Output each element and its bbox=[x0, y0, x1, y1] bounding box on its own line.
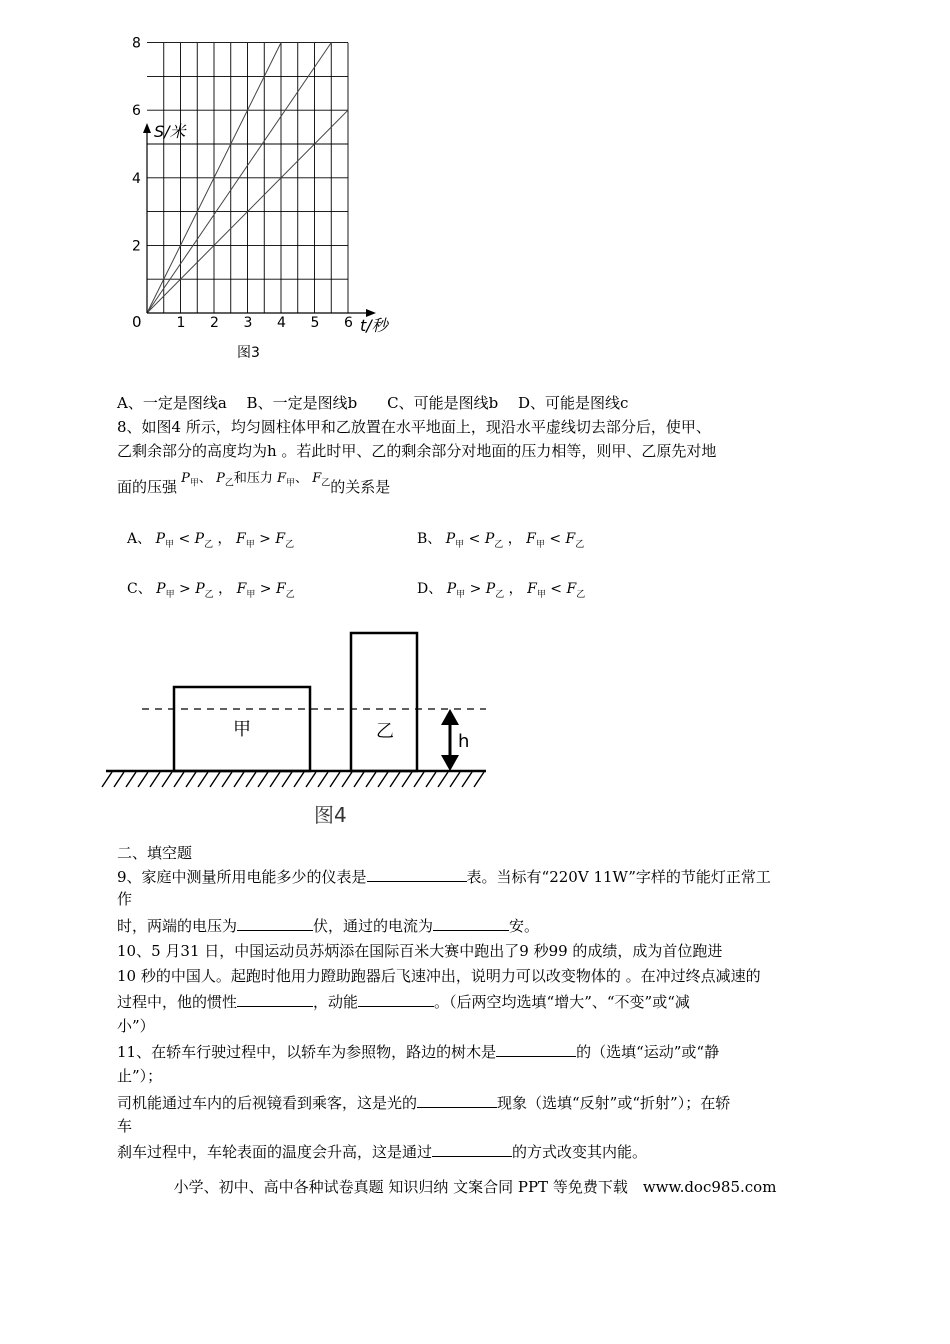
q8-option-a[interactable]: A、 $P_甲 < P_乙$ ， $F_甲 > F_乙$ bbox=[127, 531, 295, 550]
block-jia-label: 甲 bbox=[233, 719, 251, 740]
y-tick-label: 8 bbox=[132, 35, 141, 52]
hatch-mark bbox=[318, 772, 328, 787]
y-axis-arrow bbox=[143, 123, 151, 133]
q11-line1: 11、在轿车行驶过程中，以轿车为参照物，路边的树木是 的（选填“运动”或“静 bbox=[117, 1040, 719, 1063]
origin-label: 0 bbox=[132, 313, 142, 331]
block-yi-label: 乙 bbox=[376, 721, 394, 742]
q11-line5: 刹车过程中，车轮表面的温度会升高，这是通过 的方式改变其内能。 bbox=[117, 1140, 647, 1163]
q10-line4: 小”） bbox=[117, 1017, 155, 1035]
y-tick-label: 2 bbox=[132, 238, 141, 255]
hatch-mark bbox=[138, 772, 148, 787]
x-axis-label: t/秒 bbox=[360, 316, 388, 335]
page-footer: 小学、初中、高中各种试卷真题 知识归纳 文案合同 PPT 等免费下载 www.doc985.com bbox=[173, 1178, 777, 1196]
hatch-mark bbox=[186, 772, 196, 787]
q9-blank3[interactable] bbox=[433, 914, 509, 931]
hatch-mark bbox=[162, 772, 172, 787]
x-tick-label: 5 bbox=[310, 315, 320, 331]
hatch-mark bbox=[414, 772, 424, 787]
q10-blank2[interactable] bbox=[358, 990, 434, 1007]
q11-blank1[interactable] bbox=[496, 1040, 576, 1057]
hatch-mark bbox=[438, 772, 448, 787]
hatch-mark bbox=[426, 772, 436, 787]
q9-line1: 9、家庭中测量所用电能多少的仪表是 表。当标有“220V 11W”字样的节能灯正常工 bbox=[117, 865, 771, 888]
hatch-mark bbox=[474, 772, 484, 787]
chart-grid bbox=[147, 43, 348, 313]
hatch-mark bbox=[114, 772, 124, 787]
hatch-mark bbox=[198, 772, 208, 787]
figure3-chart bbox=[120, 35, 400, 365]
q11-line4: 车 bbox=[117, 1117, 133, 1135]
q11-line2: 止”）； bbox=[117, 1067, 163, 1085]
hatch-mark bbox=[210, 772, 220, 787]
hatch-mark bbox=[450, 772, 460, 787]
q10-line2: 10 秒的中国人。起跑时他用力蹬助跑器后飞速冲出，说明力可以改变物体的 。在冲过终点减速的 bbox=[117, 967, 761, 985]
block-yi bbox=[351, 633, 417, 771]
q8-option-b[interactable]: B、 $P_甲 < P_乙$ ， $F_甲 < F_乙$ bbox=[417, 531, 585, 550]
chart-axes bbox=[143, 123, 376, 317]
q9-blank1[interactable] bbox=[367, 865, 467, 882]
hatch-mark bbox=[390, 772, 400, 787]
hatch-mark bbox=[102, 772, 112, 787]
q8-option-c[interactable]: C、 $P_甲 > P_乙$ ， $F_甲 > F_乙$ bbox=[127, 581, 295, 600]
hatch-mark bbox=[342, 772, 352, 787]
hatch-mark bbox=[330, 772, 340, 787]
q8-option-d[interactable]: D、 $P_甲 > P_乙$ ， $F_甲 < F_乙$ bbox=[417, 581, 586, 600]
hatch-mark bbox=[378, 772, 388, 787]
x-tick-label: 2 bbox=[210, 315, 219, 331]
hatch-mark bbox=[258, 772, 268, 787]
y-tick-label: 4 bbox=[132, 170, 141, 187]
x-tick-label: 3 bbox=[243, 315, 253, 331]
hatch-mark bbox=[282, 772, 292, 787]
q11-blank2[interactable] bbox=[417, 1091, 497, 1108]
figure4-caption: 图4 bbox=[314, 803, 347, 827]
q8-line2: 乙剩余部分的高度均为h 。若此时甲、乙的剩余部分对地面的压力相等，则甲、乙原先对地 bbox=[117, 442, 717, 460]
hatch-mark bbox=[150, 772, 160, 787]
figure3-caption: 图3 bbox=[237, 345, 260, 361]
q9-line2: 作 bbox=[117, 890, 133, 908]
hatch-mark bbox=[402, 772, 412, 787]
q11-line3: 司机能通过车内的后视镜看到乘客，这是光的 现象（选填“反射”或“折射”）；在轿 bbox=[117, 1091, 730, 1114]
hatch-mark bbox=[294, 772, 304, 787]
hatch-mark bbox=[462, 772, 472, 787]
q7-options: A、一定是图线a B、一定是图线b C、可能是图线b D、可能是图线c bbox=[117, 394, 629, 412]
q8-line3: 面的压强 $P_甲$、 $P_乙$和压力 $F_甲$、 $F_乙$的关系是 bbox=[117, 471, 391, 496]
hatch-mark bbox=[174, 772, 184, 787]
x-tick-label: 6 bbox=[344, 315, 353, 331]
hatch-mark bbox=[354, 772, 364, 787]
height-arrow bbox=[441, 709, 459, 771]
q10-line3: 过程中，他的惯性 ，动能 。（后两空均选填“增大”、“不变”或“减 bbox=[117, 990, 690, 1013]
section2-title: 二、填空题 bbox=[117, 844, 193, 862]
q9-blank2[interactable] bbox=[237, 914, 313, 931]
ground-hatching bbox=[102, 772, 484, 787]
height-label: h bbox=[458, 731, 470, 752]
y-tick-label: 6 bbox=[132, 103, 141, 120]
q8-line1: 8、如图4 所示，均匀圆柱体甲和乙放置在水平地面上，现沿水平虚线切去部分后，使甲、 bbox=[117, 418, 711, 436]
hatch-mark bbox=[366, 772, 376, 787]
x-tick-label: 4 bbox=[277, 315, 286, 331]
y-axis-label: S/米 bbox=[154, 122, 186, 141]
hatch-mark bbox=[270, 772, 280, 787]
hatch-mark bbox=[306, 772, 316, 787]
hatch-mark bbox=[246, 772, 256, 787]
q9-line3: 时，两端的电压为 伏，通过的电流为 安。 bbox=[117, 914, 539, 937]
q10-line1: 10、5 月31 日，中国运动员苏炳添在国际百米大赛中跑出了9 秒99 的成绩，成为首位跑进 bbox=[117, 942, 723, 960]
figure4-diagram bbox=[100, 625, 500, 835]
q11-blank3[interactable] bbox=[432, 1140, 512, 1157]
hatch-mark bbox=[126, 772, 136, 787]
hatch-mark bbox=[222, 772, 232, 787]
q10-blank1[interactable] bbox=[237, 990, 313, 1007]
hatch-mark bbox=[234, 772, 244, 787]
x-tick-label: 1 bbox=[176, 315, 186, 331]
